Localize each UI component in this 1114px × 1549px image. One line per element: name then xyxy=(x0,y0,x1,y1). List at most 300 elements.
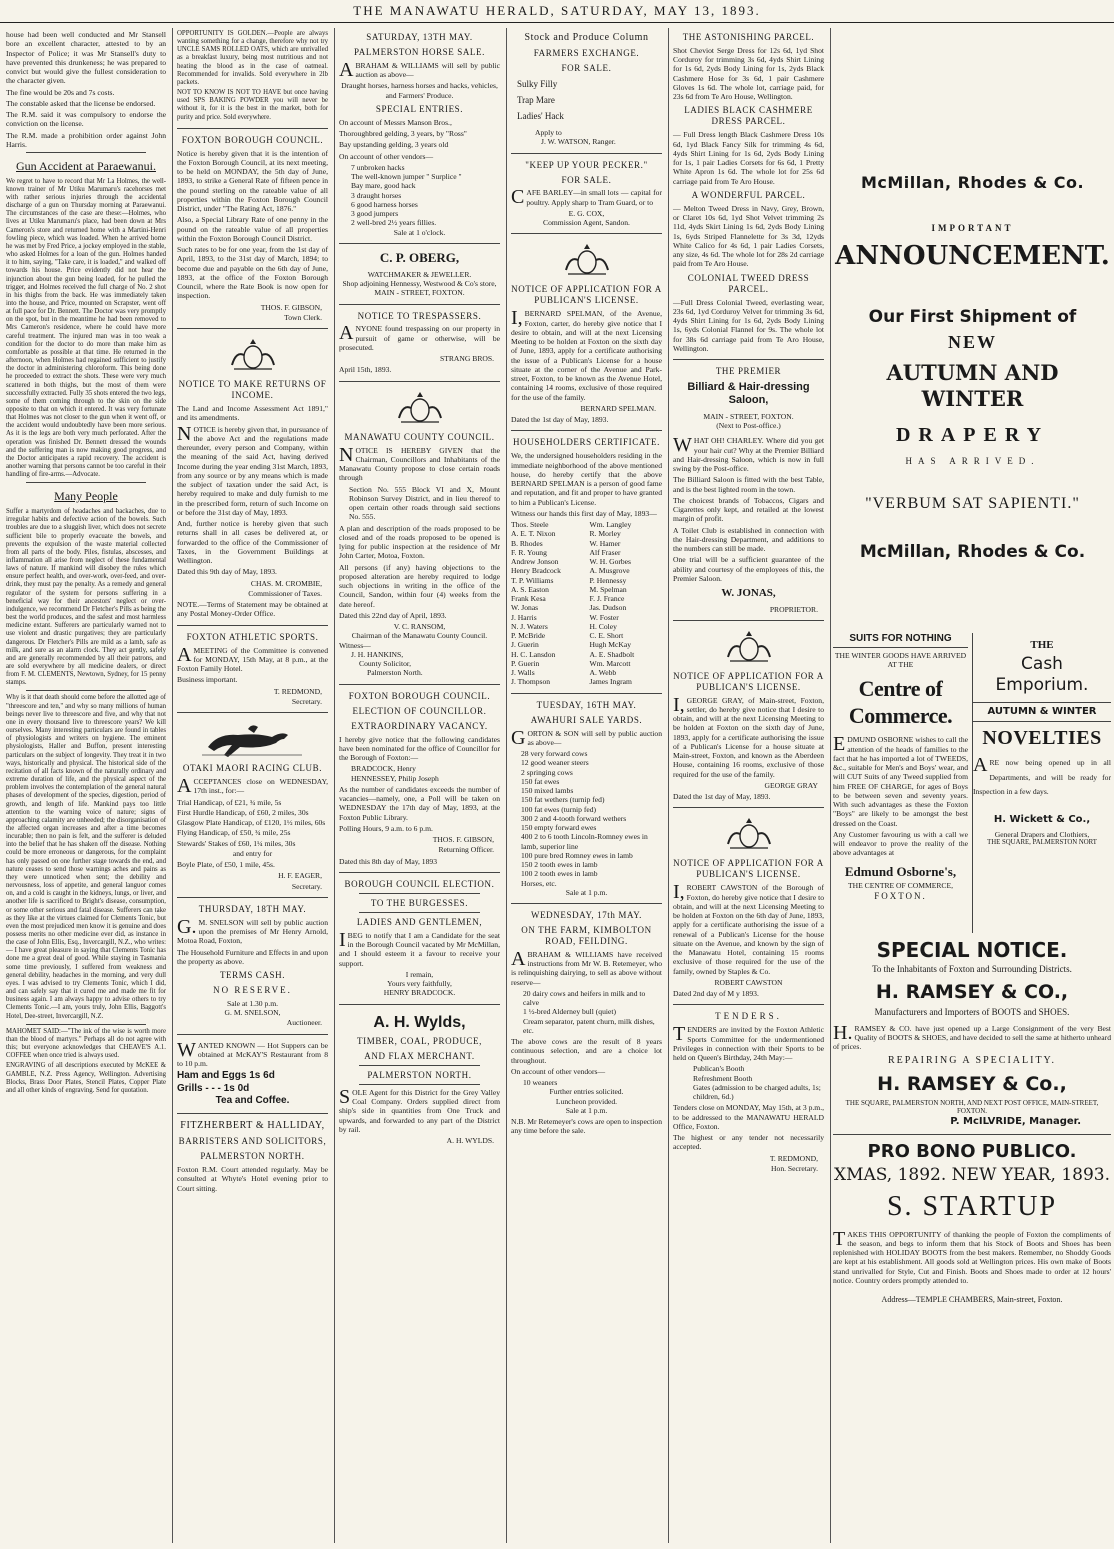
notice-text: The above cows are the result of 8 years continuous selection, and are a choice lot throughout. xyxy=(511,1037,662,1065)
notice-signature-title: Secretary. xyxy=(291,696,322,706)
column-6-advertisements xyxy=(830,28,1114,1543)
notice-text: On account of Messrs Manson Bros., xyxy=(339,117,452,127)
ad-heading-fitzherbert: FITZHERBERT & HALLIDAY, xyxy=(180,1120,325,1132)
notice-text: I,GEORGE GRAY, of Main-street, Foxton, settler, do hereby give notice that I desire to obtain, and will at the next Licensing Meeting to be holden at Foxton on the sixth day of June, 1893, apply for a certificate authorising the issue of a Publican's License for a house situate at Main-street, Foxton, and known as the Aberdeen House, containing 16 rooms, exclusive of those required for the use of the family. xyxy=(673,693,824,779)
notice-text: NOTE.—Terms of Statement may be obtained at any Postal Money-Order Office. xyxy=(177,600,328,619)
notice-heading-athletic: FOXTON ATHLETIC SPORTS. xyxy=(186,631,319,642)
race-item: First Hurdle Handicap, of £60, 2 miles, 30s xyxy=(177,807,309,817)
section-heading-stock: Stock and Produce Column xyxy=(524,32,649,43)
ad-text: To the Inhabitants of Foxton and Surrounding Districts. xyxy=(872,964,1072,975)
notice-text: A plan and description of the roads proposed to be closed and of the roads proposed to be opened is lying for public inspection at the residence of Mr John Carter, Motoa, Foxton. xyxy=(339,523,500,561)
ad-text: MAIN - STREET, FOXTON. xyxy=(374,288,465,298)
divider xyxy=(359,912,480,913)
notice-heading-election: ELECTION OF COUNCILLOR. xyxy=(352,705,487,716)
stock-item: 150 mixed lambs xyxy=(521,786,574,796)
ad-text-autumn-winter: AUTUMN & WINTER xyxy=(973,702,1111,722)
notice-text: As the number of candidates exceeds the number of vacancies—namely, one, a Poll will be taken on WEDNESDAY the 17th day of May, 1893, at the Foxton Public Library. xyxy=(339,784,500,822)
ad-signature-jonas: W. JONAS, xyxy=(721,587,776,600)
ad-signature-title: PROPRIETOR. xyxy=(769,604,818,614)
ad-text: A Toilet Club is established in connection with the Hair-dressing Department, and additions to the numbers can still be made. xyxy=(673,525,824,554)
article-text-many-people: Suffer a martyrdom of headaches and backaches, due to irregular habits and defective action of the bowels. Such troubles are due to a sluggish liver, which does not secrete sufficient bile to properly evacuate the bowels, and prevents the expulsion of the waste material collected from all parts of the body. Piles, fistulas, abscesses, and inflammation all arise from neglect of these fundamental laws of nature. If mankind will disobey the rules which ensure perfect health, and over-work, over-feed, and over-drink, they must pay the penalty. As a remedy and general regulator of the system for persons suffering in a beneficial way for their ancestors' neglect or over-indulgence, we recommend Dr Fletcher's Pills as being the best the world produces, and the safest and most harmless medicine extant. Sufferers are particularly warned not to use violent and drastic purgatives; they are particularly dangerous. Dr Fletcher's Pills are mild as a lamb, safe as milk, and sure as an alarm clock. They act gently, safely and are generally recommended by all their patrons, and are sold everywhere by all medicine dealers, or direct from F. M. CLEMENTS, Newtown, Sydney, for 15 penny stamps. xyxy=(6,508,166,687)
ad-text: One trial will be a sufficient guarantee of the ability and courtesy of the employees of this, the Premier Saloon. xyxy=(673,555,824,583)
notice-text: NOTICE IS HEREBY GIVEN that the Chairman, Councillors and Inhabitants of the Manawatu County propose to close certain roads through xyxy=(339,443,500,483)
notice-text: TENDERS are invited by the Foxton Athletic Sports Committee for the undermentioned Privileges in connection with their Sports to be held on Queen's Birthday, 24th May:— xyxy=(673,1023,824,1063)
notice-signature-title: Secretary. xyxy=(291,881,322,891)
royal-coat-of-arms-icon xyxy=(722,814,776,852)
divider xyxy=(673,620,824,621)
notice-text: Dated this 9th day of May, 1893. xyxy=(177,567,277,577)
ad-block-clothing xyxy=(833,633,1111,933)
notice-text: Section No. 555 Block VI and X, Mount Robinson Survey District, and in lieu thereof to open certain other roads through said sections No. 555. xyxy=(349,484,500,522)
notice-heading-tuesday: TUESDAY, 16TH MAY. xyxy=(536,699,637,710)
ad-text-first-shipment: Our First Shipment of xyxy=(868,307,1077,328)
notice-heading-for-sale: FOR SALE. xyxy=(561,174,612,185)
notice-heading-burgesses: TO THE BURGESSES. xyxy=(370,897,469,908)
candidate-name: BRADCOCK, Henry xyxy=(351,764,416,774)
notice-heading-awahuri: AWAHURI SALE YARDS. xyxy=(530,714,643,725)
article-heading-many-people: Many People xyxy=(54,489,118,504)
divider xyxy=(511,430,662,431)
notice-text: Witness our hands this first day of May, 1893— xyxy=(511,508,657,518)
notice-heading-ladies-gentlemen: LADIES AND GENTLEMEN, xyxy=(356,916,483,927)
stock-item: 100 2 tooth ewes in lamb xyxy=(521,869,598,879)
column-5 xyxy=(668,28,828,1543)
sale-item: Ladies' Hack xyxy=(517,111,564,122)
householder-name: W. Jonas xyxy=(511,603,539,613)
ad-text-ramsey: H.RAMSEY & CO. have just opened up a Large Consignment of the very Best Quality of BOOTS & SHOES, and have decided to sell the same at hitherto unheard of prices. xyxy=(833,1021,1111,1051)
ad-signature-edmund: Edmund Osborne's, xyxy=(844,863,957,879)
ad-text-edmund: EDMUND OSBORNE wishes to call the attention of the heads of families to the fact that he has imported a lot of TWEEDS, &c., suitable for Men's and Boys' wear, and will CUT Suits of any Tweed supplied from him FREE OF CHARGE, for ages of Boys to be between seven and seventy years. With such advantages as these the Foxton "Boys" are likely to be amongst the best dressed on the Coast. xyxy=(833,733,968,828)
notice-signature: E. G. COX, xyxy=(568,208,605,218)
householder-name: H. Coley xyxy=(589,621,617,631)
candidate-name: HENNESSEY, Philip Joseph xyxy=(351,773,439,783)
householder-name: A. E. T. Nixon xyxy=(511,529,556,539)
notice-text: ANYONE found trespassing on our property in pursuit of game or otherwise, will be prosecuted. xyxy=(339,322,500,352)
householder-name: P. Guerin xyxy=(511,658,540,668)
ad-text-xmas: XMAS, 1892. NEW YEAR, 1893. xyxy=(833,1164,1111,1185)
householder-name: C. E. Short xyxy=(589,631,624,641)
householder-name: B. Rhodes xyxy=(511,538,543,548)
notice-heading-saturday: SATURDAY, 13TH MAY. xyxy=(366,32,473,42)
ad-text: — Melton Tweed Dress in Navy, Grey, Brown, or Claret 10s 6d, 1yd Shot Velvet trimming 2s 11d, 4yds Skirt Lining 1s 6d, 2yds Body Lining 1s, 6yds Striped Flannelette for 3s 3d, 12yds White Calico for 4s 6d, 1 pair Ladies Corsets, any size, 4s 6d. The whole lot for 28s 2d carriage paid from Te Aro House. xyxy=(673,203,824,269)
notice-signature-title: Commissioner of Taxes. xyxy=(248,588,322,598)
ad-heading-premier: THE PREMIER xyxy=(715,366,782,377)
ad-heading-ladies-parcel: LADIES BLACK CASHMERE DRESS PARCEL. xyxy=(684,105,813,127)
ad-text-important: IMPORTANT xyxy=(931,222,1014,233)
notice-signature: ROBERT CAWSTON xyxy=(714,977,783,987)
race-list xyxy=(177,798,328,848)
notice-signature: GEORGE GRAY xyxy=(764,780,818,790)
notice-text: Publican's Booth xyxy=(693,1064,745,1074)
stock-item: 150 fat wethers (turnip fed) xyxy=(521,795,605,805)
ad-text-startup: TAKES THIS OPPORTUNITY of thanking the people of Foxton the compliments of the season, and begs to inform them that his Stock of Boots and Shoes has been replenished with HOLIDAY BOOTS from the best makers. Remember, no Shoddy Goods are kept at his establishment. All goods sold at Wellington prices. His own make of Boots stand unrivalled for Style, Cut and Finish. Boots and Shoes made to order at 12 hours' notice. Country orders promptly attended to. xyxy=(833,1227,1111,1285)
notice-text: NOTICE is hereby given that, in pursuance of the above Act and the regulations made thereunder, every person and Company, within the meaning of the said Act, having derived Income during the year ending 31st March, 1893, from any source or by any means which is made the subject of taxation under the said Act, is hereby required to make and duly furnish to me in the prescribed form, return of such Income on or before the 31st day of May, 1893. xyxy=(177,422,328,517)
notice-heading-otaki: OTAKI MAORI RACING CLUB. xyxy=(182,763,323,774)
ad-heading-novelties: NOVELTIES xyxy=(982,727,1102,750)
householder-name: H. C. Lansdon xyxy=(511,649,556,659)
notice-text: County Solicitor, xyxy=(359,659,412,669)
notice-heading-income: NOTICE TO MAKE RETURNS OF INCOME. xyxy=(178,379,327,401)
ad-text-tea: Tea and Coffee. xyxy=(215,1094,290,1106)
ad-text: FOXTON. xyxy=(874,890,927,901)
householder-names xyxy=(511,520,662,687)
notice-heading-borough-council: FOXTON BOROUGH COUNCIL. xyxy=(348,690,491,701)
ad-suits-for-nothing xyxy=(833,633,973,933)
divider xyxy=(26,152,146,153)
divider xyxy=(673,1004,824,1005)
householder-name: T. P. Williams xyxy=(511,575,554,585)
stock-item: 400 2 to 6 tooth Lincoln-Romney ewes in lamb, superior line xyxy=(521,832,648,851)
notice-heading-horse-sale: PALMERSTON HORSE SALE. xyxy=(354,46,485,57)
ad-heading-startup: S. STARTUP xyxy=(886,1190,1058,1222)
notice-text: Also, a Special Library Rate of one penny in the pound on the rateable value of all properties within the Foxton Borough Council District. xyxy=(177,215,328,243)
ad-text: —Full Dress Colonial Tweed, everlasting wear, 23s 6d, 1yd Corduroy Velvet for trimming 3s 6d, 4yds Shirt Lining for 1s 6d, 2yds Body Lining 1s, 6yds Colonial Flannel for 9s. The whole lot for 38s 6d carriage paid from Te Aro House, Wellington. xyxy=(673,297,824,353)
ad-subheading: BARRISTERS AND SOLICITORS, xyxy=(178,1136,327,1147)
notice-text: AMEETING of the Committee is convened for MONDAY, 15th May, at 8 p.m., at the Foxton Family Hotel. xyxy=(177,643,328,674)
ad-text-wylds: SOLE Agent for this District for the Grey Valley Coal Company. Orders supplied direct from ship's side in quantities from One Truck and upwards, and forwarded to any part of the District by rail. xyxy=(339,1085,500,1134)
ad-text: THE SQUARE, PALMERSTON NORT xyxy=(987,839,1097,847)
householder-name: A. Webb xyxy=(589,668,617,678)
notice-text: Witness— xyxy=(339,640,371,650)
notice-signature: THOS. F. GIBSON, xyxy=(432,835,494,845)
divider xyxy=(359,1065,480,1066)
ad-text: General Drapers and Clothiers, xyxy=(994,829,1090,839)
notice-heading-borough-election: BOROUGH COUNCIL ELECTION. xyxy=(344,878,495,889)
notice-text: Dated this 8th day of May, 1893 xyxy=(339,856,437,866)
ad-text-verbum: "VERBUM SAT SAPIENTI." xyxy=(865,495,1080,513)
notice-text: IBEG to notify that I am a Candidate for the seat in the Borough Council vacated by Mr McMillan, and I should esteem it a favour to receive your support. xyxy=(339,928,500,968)
notice-text: ACCEPTANCES close on WEDNESDAY, 17th inst., for:— xyxy=(177,775,328,798)
divider xyxy=(177,712,328,713)
notice-heading-vacancy: EXTRAORDINARY VACANCY. xyxy=(351,720,488,731)
notice-signature-title: Auctioneer. xyxy=(286,1018,322,1028)
ad-text: Shot Cheviot Serge Dress for 12s 6d, 1yd Shot Corduroy for trimming 3s 6d, 4yds Shirt Lining for 1s 6d, 2yds Body Lining for 1s, 2yds Black Cashmere Hose for 3s 6d, 1 pair Cashmere Gloves 1s 6d. The whole lot, carriage paid, for 23s 6d from Te Aro House, Wellington. xyxy=(673,45,824,102)
ad-text-drapery: DRAPERY xyxy=(895,424,1050,447)
notice-text: Apply to xyxy=(535,128,562,138)
special-entries-list xyxy=(339,163,500,228)
notice-heading-special-entries: SPECIAL ENTRIES. xyxy=(375,103,464,114)
ad-text-rolled-oats: OPPORTUNITY IS GOLDEN.—People are always wanting something for a change, therefore why not try UNCLE SAMS ROLLED OATS, which are unrivalled as a breakfast luxury, being most nutritious and not heating the blood as in the case of oatmeal. Recommended for invalids. Sold everywhere in 2lb packets. xyxy=(177,30,328,86)
notice-heading-householders: HOUSEHOLDERS CERTIFICATE. xyxy=(513,437,660,448)
divider xyxy=(177,1034,328,1035)
householder-name: W. Foster xyxy=(589,612,619,622)
ad-heading-wylds: A. H. Wylds, xyxy=(373,1013,466,1031)
notice-text: and entry for xyxy=(232,848,273,858)
column-3 xyxy=(334,28,504,1543)
ad-text: The Billiard Saloon is fitted with the best Table, and is the best lighted room in the town. xyxy=(673,475,824,494)
ad-text: WHAT OH! CHARLEY. Where did you get your hair cut? Why at the Premier Billiard and Hair-dressing Saloon, which is now in full swing by the Post-office. xyxy=(673,434,824,474)
divider xyxy=(177,625,328,626)
ad-text-new: NEW xyxy=(947,331,997,352)
notice-text: NO RESERVE. xyxy=(213,985,292,995)
court-report-text: The constable asked that the license be endorsed. xyxy=(6,98,156,108)
divider xyxy=(359,1084,480,1085)
householder-name: Alf Fraser xyxy=(589,547,621,557)
ad-signature-wickett: H. Wickett & Co., xyxy=(993,813,1091,825)
notice-text: N.B. Mr Retemeyer's cows are open to inspection any time before the sale. xyxy=(511,1117,662,1136)
divider xyxy=(26,482,146,483)
dairy-item: 1 ½-bred Alderney bull (quiet) xyxy=(523,1007,616,1017)
notice-signature-title: Returning Officer. xyxy=(438,845,494,855)
householder-name: P. McBride xyxy=(511,631,546,641)
notice-signature: BERNARD SPELMAN. xyxy=(580,403,656,413)
notice-text: And, further notice is hereby given that such returns shall in all cases be delivered at, or forwarded to the office of the Commissioner of Taxes, in the Government Buildings at Wellington. xyxy=(177,519,328,566)
notice-heading-tenders: TENDERS. xyxy=(715,1011,782,1022)
householder-name: F. R. Young xyxy=(511,547,547,557)
householder-name: M. Spelman xyxy=(589,584,627,594)
ad-subheading: TIMBER, COAL, PRODUCE, xyxy=(357,1036,482,1047)
notice-text: Business important. xyxy=(177,675,238,685)
article-heading-gun-accident: Gun Accident at Paraewanui. xyxy=(16,159,156,173)
notice-heading-trespassers: NOTICE TO TRESPASSERS. xyxy=(357,310,482,321)
householder-name: Wm. Langley xyxy=(589,520,632,530)
royal-coat-of-arms-icon xyxy=(722,627,776,665)
notice-signature: T. REDMOND, xyxy=(273,686,322,696)
notice-text: Yours very faithfully, xyxy=(387,979,452,989)
notice-text: Sale at 1 p.m. xyxy=(565,887,608,897)
entry-item: 3 draught horses xyxy=(351,190,402,200)
householder-name: Thos. Steele xyxy=(511,520,549,530)
sale-item: Sulky Filly xyxy=(517,79,558,90)
divider xyxy=(339,243,500,244)
divider xyxy=(339,872,500,873)
stock-item: 150 empty forward ewes xyxy=(521,823,597,833)
ad-text: MAIN - STREET, FOXTON. xyxy=(703,411,794,421)
divider xyxy=(26,690,146,691)
divider xyxy=(339,684,500,685)
householder-name: J. Guerin xyxy=(511,640,539,650)
notice-heading-for-sale: FOR SALE. xyxy=(561,63,612,74)
notice-heading-county-council: MANAWATU COUNTY COUNCIL. xyxy=(344,431,495,442)
householder-name: J. Walls xyxy=(511,668,535,678)
householder-name: James Ingram xyxy=(589,677,632,687)
ad-text: The choicest brands of Tobaccos, Cigars and Cigarettes only kept, and retailed at the lowest margin of profit. xyxy=(673,495,824,524)
notice-text: TERMS CASH. xyxy=(219,970,286,981)
ad-text: (Next to Post-office.) xyxy=(716,421,781,431)
notice-signature: T. REDMOND, xyxy=(769,1153,818,1163)
ad-text-grills: Grills - - - 1s 0d xyxy=(177,1082,250,1094)
stock-item: 2 springing cows xyxy=(521,767,573,777)
ad-text-announcement: ANNOUNCEMENT. xyxy=(835,241,1110,272)
divider xyxy=(673,359,824,360)
ad-subheading: PALMERSTON NORTH. xyxy=(367,1069,472,1080)
notice-text: Sale at 1 p.m. xyxy=(565,1105,608,1115)
notice-text: Notice is hereby given that it is the intention of the Foxton Borough Council, at its next meeting, to be held on MONDAY, the 5th day of June, 1893, to strike a General Rate of fifteen pence in the pound sterling on the rateable value of all properties within the Foxton Borough Council District, under "The Rating Act, 1876." xyxy=(177,148,328,214)
notice-text: GORTON & SON will sell by public auction as above— xyxy=(511,726,662,749)
entry-item: 2 well-bred 2½ years fillies. xyxy=(351,218,437,228)
stock-item: 300 2 and 4-tooth forward wethers xyxy=(521,813,627,823)
ad-subheading: PALMERSTON NORTH. xyxy=(200,1151,305,1162)
notice-text: ABRAHAM & WILLIAMS have received instructions from Mr W. B. Retemeyer, who is relinquishing dairying, to sell as above without reserve— xyxy=(511,947,662,987)
entry-item: 6 good harness horses xyxy=(351,199,418,209)
divider xyxy=(177,328,328,329)
ad-heading-wonderful-parcel: A WONDERFUL PARCEL. xyxy=(691,189,806,200)
notice-text: J. H. HANKINS, xyxy=(351,649,404,659)
racehorse-jockey-icon xyxy=(177,719,328,759)
ad-text-departments: ARE now being opened up in all Departments, and will be ready for Inspection in a few days. xyxy=(973,754,1111,797)
divider xyxy=(511,903,662,904)
notice-text: ABRAHAM & WILLIAMS will sell by public auction as above— xyxy=(339,58,500,81)
notice-text: Polling Hours, 9 a.m. to 6 p.m. xyxy=(339,823,433,833)
ad-text-engraving: ENGRAVING of all descriptions executed by McKEE & GAMBLE, N.Z. Press Agency, Wellington. Advertising Blocks, Brass Door Plates, Stencil Plates, Copper Plate and all other kinds of engraving. Send for quotation. xyxy=(6,1062,166,1094)
ad-text: Manufacturers and Importers of BOOTS and SHOES. xyxy=(874,1006,1070,1017)
divider xyxy=(339,304,500,305)
notice-signature: G. M. SNELSON, xyxy=(224,1008,281,1018)
notice-signature-title: Chairman of the Manawatu County Council. xyxy=(351,631,488,641)
divider xyxy=(177,897,328,898)
householder-name: Andrew Jonson xyxy=(511,557,559,567)
divider xyxy=(833,1134,1111,1135)
divider xyxy=(177,128,328,129)
notice-text: Such rates to be for one year, from the 1st day of April, 1893, to the 31st day of March, 1894; to become due and payable on the 6th day of June, 1893, at the office of the Foxton Borough Council, where the Rate Book is now open for inspection. xyxy=(177,245,328,301)
entry-item: 7 unbroken hacks xyxy=(351,162,405,172)
notice-text: I hereby give notice that the following candidates have been nominated for the office of Councillor for the Borough of Foxton:— xyxy=(339,734,500,763)
divider xyxy=(26,1024,146,1025)
court-report-text: house had been well conducted and Mr Stansell bore an excellent character, attested to by an Inspector of Police; it was Mr Stansell's duty to have prevented this drunkeness; he was prepared to convict but would give the fullest consideration to the character given. xyxy=(6,30,166,86)
dairy-item: Cream separator, patent churn, milk dishes, etc. xyxy=(523,1016,655,1035)
notice-text: Dated the 1st day of May, 1893. xyxy=(673,792,771,802)
ad-heading-cash-emporium: Cash Emporium. xyxy=(995,654,1089,696)
notice-signature-title: Town Clerk. xyxy=(284,312,322,322)
notice-text: G.M. SNELSON will sell by public auction upon the premises of Mr Henry Arnold, Motoa Road, Foxton, xyxy=(177,915,328,946)
notice-text: I,ROBERT CAWSTON of the Borough of Foxton, do hereby give notice that I desire to obtain, and will at the next Licensing Meeting to be holden at Foxton on the 6th day of June, 1893, apply for a certificate authorising the issue of a renewal of a Publican's License for the house situate on the Avenue, and known by the sign of the Manawatu Hotel, containing 15 rooms exclusive of those required for the use of the family, owned by Staples & Co. xyxy=(673,881,824,976)
ad-text-autumn-winter: AUTUMN AND WINTER xyxy=(886,359,1059,411)
householder-name: R. Morley xyxy=(589,529,621,539)
householder-name: A. Musgrove xyxy=(589,566,630,576)
notice-text: The Land and Income Assessment Act 1891," and its amendments. xyxy=(177,404,328,423)
notice-text: Luncheon provided. xyxy=(555,1096,618,1106)
notice-text: Dated this 22nd day of April, 1893. xyxy=(339,610,447,620)
article-text-gun-accident: We regret to have to record that Mr La Holmes, the well-known trainer of Mr Utiku Marumaru's racehorses met with rather serious injuries through the accidental discharge of a gun on Thursday morning at Paraewanui. The circumstances of the case are these:—Holmes, who lives at Utiku Marumaru's place, had been down at Mrs Cameron's store and returned home with a Martini-Henri fowling piece, which was loaded. When he arrived home he was met by Fred Price, a jockey employed in the stable, who asked Holmes for a loan of the gun. Holmes handed it to him, saying, "Take care, it is loaded," and walked off towards his house. Price evidently did not hear the injunction about the gun being loaded, for he pulled the trigger, and Holmes received the full charge of No. 2 shot in his thighs from the back. He was immediately taken into the house, and Price, mounted on Scrapster, went off at full pace for Dr. Bennett. The Doctor was very promptly on the spot, but in the meantime he had been removed to Mrs Cameron's residence, where he could have more careful treatment. The injured man was in too weak a condition for the doctor to do more than make him as comfortable as possible at that time. He returned in the afternoon, when Holmes had regained sufficient to justify the doctor in administering chloroform. This being done he proceeded to extract the shots. These were very much scattered in both thighs, but the most of them were successfully extracted. Fully 35 shots entered the two legs, some of them coming through to the skin on the side opposite to that on which it entered. It was very fortunate that Holmes was not closer to the gun when it went off, or the accident would undoubtedly have been more serious. As it is the legs are both very much perforated. After the operation was finished Dr. Bennett dressed the wounds and the suffering man is now making good progress, and the Doctor anticipates a rapid recovery. The accident is another warning that persons cannot be too careful in their handling of fire-arms.—Advocate. xyxy=(6,177,166,479)
ad-subheading: AND FLAX MERCHANT. xyxy=(364,1051,475,1061)
householder-name: W. Hamer xyxy=(589,538,621,548)
divider xyxy=(177,1113,328,1114)
ad-text: Any Customer favouring us with a call we will endeavor to prove the reality of the above advantages at xyxy=(833,829,968,858)
ad-heading-ramsey: H. RAMSEY & CO., xyxy=(875,981,1069,1004)
notice-heading-publican-license: NOTICE OF APPLICATION FOR A PUBLICAN'S LICENSE. xyxy=(673,670,824,692)
notice-signature: HENRY BRADCOCK. xyxy=(383,988,456,998)
ad-cash-emporium xyxy=(973,633,1111,933)
notice-text: On account of other vendors— xyxy=(511,1066,606,1076)
divider xyxy=(339,381,500,382)
householder-name: Hugh McKay xyxy=(589,640,632,650)
ad-text-baking-powder: NOT TO KNOW IS NOT TO HAVE but once having used SPS BAKING POWDER you will never be without it, for it is the best in the market, both for purity and price. Sold everywhere. xyxy=(177,89,328,121)
stock-item: 150 2 tooth ewes in lamb xyxy=(521,860,598,870)
notice-text: On account of other vendors— xyxy=(339,151,434,161)
royal-coat-of-arms-icon xyxy=(393,388,447,426)
ad-heading-parcel: THE ASTONISHING PARCEL. xyxy=(682,32,815,42)
race-item: Trial Handicap, of £21, ¾ mile, 5s xyxy=(177,797,282,807)
ad-text: THE CENTRE OF COMMERCE, xyxy=(847,881,954,891)
notice-text: Sale at 1 o'clock. xyxy=(393,227,446,237)
notice-text: I,BERNARD SPELMAN, of the Avenue, Foxton, carter, do hereby give notice that I desire to obtain, and will at the next Licensing Meeting to be holden at Foxton on the sixth day of June, 1893, apply for a certificate authorising the issue of a Publican's License for a house situate at the corner of the Avenue and Park-street, Foxton, to be known as the Avenue Hotel, containing 14 rooms, exclusive of those required for the use of the family. xyxy=(511,307,662,402)
race-item: Glasgow Plate Handicap, of £120, 1½ miles, 60s xyxy=(177,818,326,828)
notice-text: Tenders close on MONDAY, May 15th, at 3 p.m., to be addressed to the MANAWATU HERALD Office, Foxton. xyxy=(673,1103,824,1131)
notice-heading-wednesday: WEDNESDAY, 17th MAY. xyxy=(530,910,643,921)
notice-text: The highest or any tender not necessarily accepted. xyxy=(673,1133,824,1152)
notice-text: Dated the 1st day of May, 1893. xyxy=(511,415,609,425)
ad-heading-billiard: Billiard & Hair-dressing Saloon, xyxy=(687,381,810,407)
stock-item: 100 pure bred Romney ewes in lamb xyxy=(521,850,633,860)
ad-text-mahomet: MAHOMET SAID:—"The ink of the wise is worth more than the blood of martyrs." Perhaps all do not agree with this; but everyone acknowledges that CHEAVE'S A.1. COFFEE when once tried is always used. xyxy=(6,1027,166,1060)
divider xyxy=(511,153,662,154)
court-report-text: The fine would be 20s and 7s costs. xyxy=(6,87,115,97)
notice-text: Refreshment Booth xyxy=(693,1073,753,1083)
householder-name: J. Harris xyxy=(511,612,537,622)
notice-text: The Household Furniture and Effects in and upon the property as above. xyxy=(177,947,328,966)
notice-heading-farmers-exchange: FARMERS EXCHANGE. xyxy=(533,48,640,59)
notice-text: CAFE BARLEY—in small lots — capital for poultry. Apply sharp to Tram Guard, or to xyxy=(511,186,662,209)
ad-signature-manager: P. McILVRIDE, Manager. xyxy=(950,1115,1081,1127)
ad-text-arrived: HAS ARRIVED. xyxy=(905,455,1040,466)
column-1 xyxy=(2,28,170,1543)
stock-item: 28 very forward cows xyxy=(521,749,588,759)
ad-heading-oberg: C. P. OBERG, xyxy=(379,249,460,265)
court-report-text: The R.M. said it was compulsory to endorse the conviction on the license. xyxy=(6,110,166,129)
notice-text: Gates (admission to be charged adults, 1s; children, 6d.) xyxy=(693,1082,821,1102)
ad-heading-mcmillan-rhodes: McMillan, Rhodes & Co. xyxy=(860,173,1085,192)
stock-item: 12 good weaner steers xyxy=(521,758,589,768)
notice-heading-publican-license: NOTICE OF APPLICATION FOR A PUBLICAN'S LICENSE. xyxy=(673,858,824,880)
notice-text: Palmerston North. xyxy=(367,668,423,678)
names-right-column xyxy=(590,520,662,687)
divider xyxy=(359,893,480,894)
entry-item: 3 good jumpers xyxy=(351,209,399,219)
householder-name: Frank Kesa xyxy=(511,594,546,604)
divider xyxy=(339,1004,500,1005)
ad-heading-pro-bono: PRO BONO PUBLICO. xyxy=(867,1140,1077,1162)
householder-name: Jas. Dudson xyxy=(589,603,627,613)
notice-heading-borough-council: FOXTON BOROUGH COUNCIL. xyxy=(181,134,324,145)
notice-signature-title: Hon. Secretary. xyxy=(771,1163,818,1173)
race-item: Stewards' Stakes of £60, 1¼ miles, 30s xyxy=(177,838,296,848)
householder-name: F. J. France xyxy=(589,594,625,604)
householder-name: A. S. Easton xyxy=(511,584,549,594)
ad-text: THE WINTER GOODS HAVE ARRIVED AT THE xyxy=(834,651,967,670)
sale-items-list xyxy=(511,79,662,122)
notice-signature-title: Commission Agent, Sandon. xyxy=(543,218,630,228)
dairy-list xyxy=(511,989,662,1035)
householder-name: J. Thompson xyxy=(511,677,551,687)
notice-signature: V. C. RANSOM, xyxy=(393,622,446,632)
race-item: Flying Handicap, of £50, ¾ mile, 25s xyxy=(177,828,291,838)
notice-text: Dated 2nd day of M y 1893. xyxy=(673,989,759,999)
notice-text: I remain, xyxy=(405,969,434,979)
royal-coat-of-arms-icon xyxy=(560,240,614,278)
notice-signature: CHAS. M. CROMBIE, xyxy=(250,578,322,588)
ad-text-ham-eggs: Ham and Eggs 1s 6d xyxy=(177,1070,275,1082)
notice-text: April 15th, 1893. xyxy=(339,365,392,375)
notice-text: Further entries solicited. xyxy=(549,1087,624,1097)
ad-text: WATCHMAKER & JEWELLER. xyxy=(367,269,472,279)
notice-text: Sale at 1.30 p.m. xyxy=(226,998,279,1008)
ad-signature: A. H. WYLDS. xyxy=(446,1136,494,1146)
notice-signature: H. F. EAGER, xyxy=(278,871,322,881)
divider xyxy=(673,807,824,808)
householder-name: Henry Bradcock xyxy=(511,566,561,576)
court-report-text: The R.M. made a prohibition order against John Harris. xyxy=(6,130,166,149)
sale-item: Trap Mare xyxy=(517,95,555,106)
notice-text: 10 weaners xyxy=(523,1078,558,1088)
ad-heading-colonial-parcel: COLONIAL TWEED DRESS PARCEL. xyxy=(687,272,810,294)
ad-signature-mcmillan-rhodes: McMillan, Rhodes & Co. xyxy=(859,541,1086,562)
ad-text-mckays: WANTED KNOWN — Hot Suppers can be obtained at McKAY'S Restaurant from 8 to 10 p.m. xyxy=(177,1038,328,1069)
ad-text-the: THE xyxy=(1030,639,1054,651)
stock-item: 100 fat ewes (turnip fed) xyxy=(521,804,597,814)
householder-name: Wm. Marcott xyxy=(589,658,631,668)
stock-item: Horses, etc. xyxy=(521,878,557,888)
column-2 xyxy=(172,28,332,1543)
